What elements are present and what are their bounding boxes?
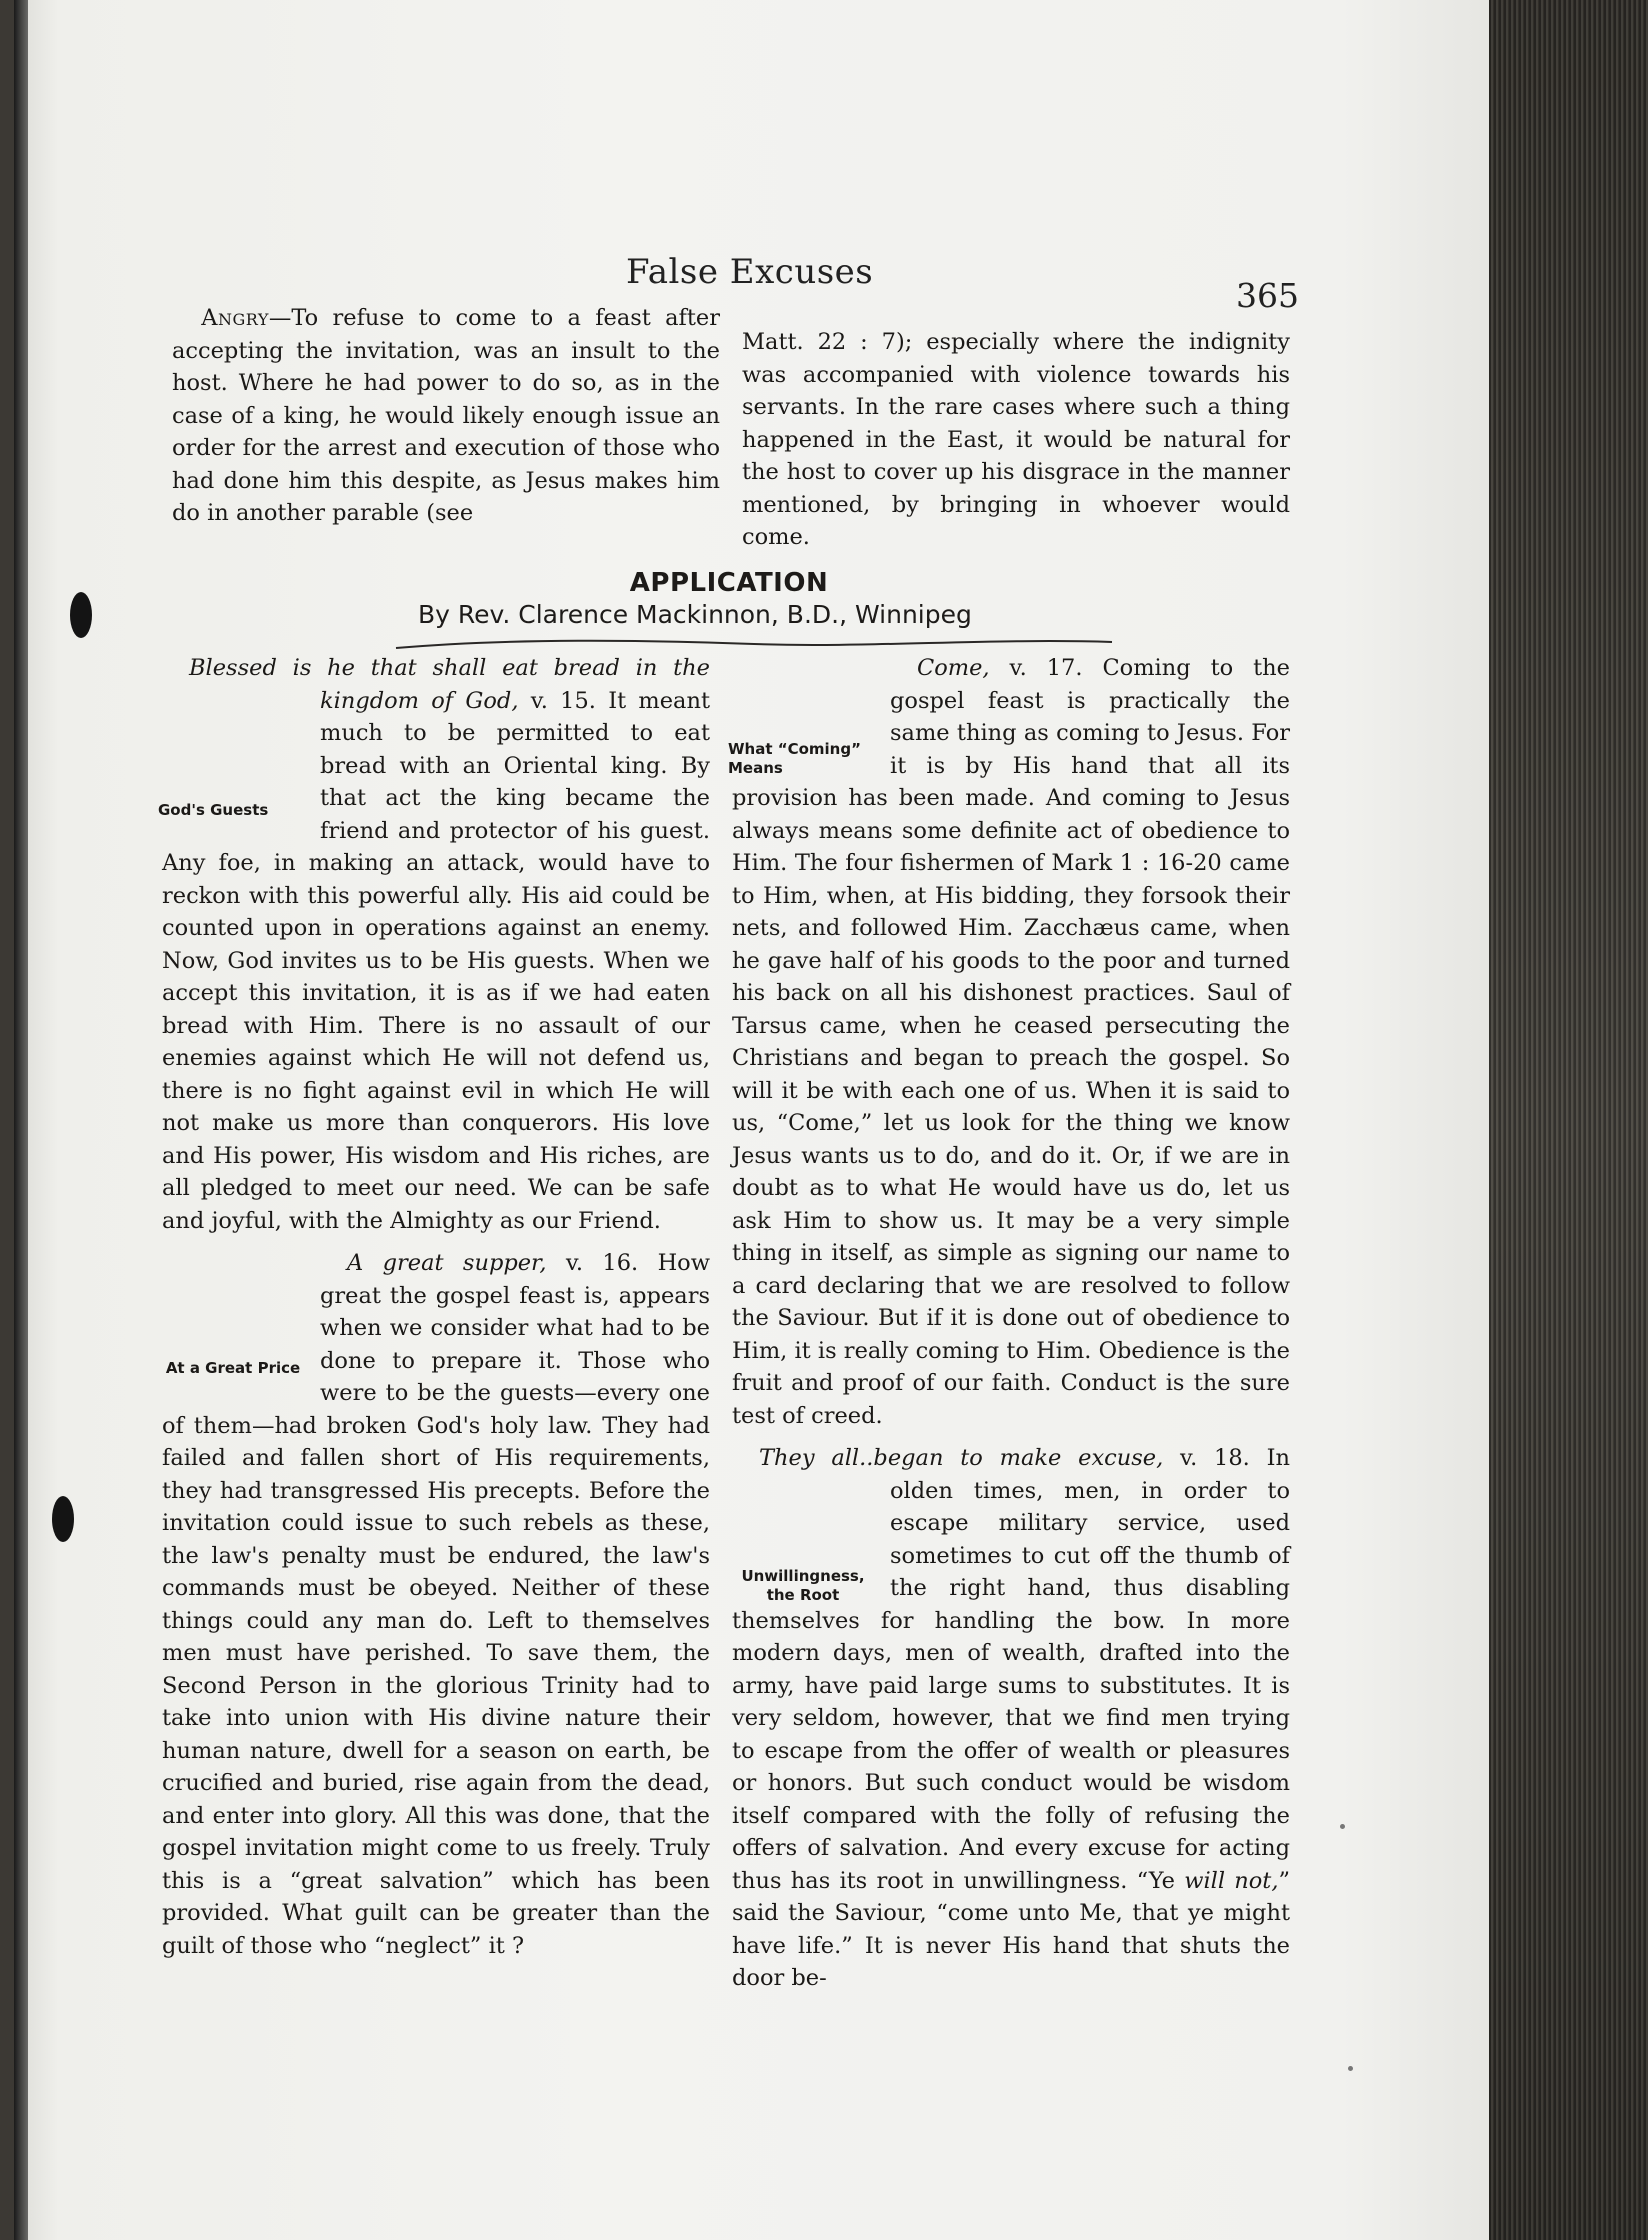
page-number: 365: [1236, 276, 1299, 315]
paragraph-lead: Angry: [201, 305, 269, 331]
punch-hole-bottom: [52, 1496, 74, 1542]
sidenote-gods-guests: God's Guests: [158, 800, 269, 819]
sidenote-at-a-great-price: At a Great Price: [165, 1359, 301, 1377]
sidenote-what-coming-means: What “Coming” Means: [728, 740, 861, 777]
verse-ref: v. 16.: [546, 1250, 639, 1276]
paragraph-text: How great the gospel feast is, appears when we consider what had to be done to prepare it. Those who were to be the guests—every one of them—had broken God's holy law. They had failed and fallen short of His requirements, they had transgressed His precepts. Before the invitation could issue to such rebels as these, the law's penalty must be endured, the law's commands must be obeyed. Neither of these things could any man do. Left to themselves men must have perished. To save them, the Second Person in the glorious Trinity had to take into union with His divine nature their human nature, dwell for a season on earth, be crucified and buried, rise again from the dead, and enter into glory. All this was done, that the gospel invitation might come to us freely. Truly this is a “great salvation” which has been provided. What guilt can be greater than the guilt of those who “neglect” it ?: [162, 1250, 710, 1959]
italic-emphasis: will not,: [1184, 1867, 1279, 1894]
top-left-column: [172, 302, 720, 530]
left-column: [158, 652, 710, 1962]
handwritten-underline: [394, 636, 1114, 650]
paragraph-text: —To refuse to come to a feast after accepting the invitation, was an insult to the host. Where he had power to do so, as in the case of a king, he would likely enough issue an order for the arrest and execution of those who had done him this despite, as Jesus makes him do in another parable (see: [172, 305, 720, 526]
italic-lead: A great supper,: [347, 1250, 547, 1276]
paragraph-text: Coming to the gospel feast is practically the same thing as coming to Jesus. For it is by His hand that all its provision has been made. And coming to Jesus always means some definite act of obedience to Him. The four fishermen of Mark 1 : 16-20 came to Him, when, at His bidding, they forsook their nets, and followed Him. Zacchæus came, when he gave half of his goods to the poor and turned his back on all his dishonest practices. Saul of Tarsus came, when he ceased persecuting the Christians and began to preach the gospel. So will it be with each one of us. When it is said to us, “Come,” let us look for the thing we know Jesus wants us to do, and do it. Or, if we are in doubt as to what He would have us do, let us ask Him to show us. It may be a very simple thing in itself, as simple as signing our name to a card declaring that we are resolved to follow the Saviour. But if it is done out of obedience to Him, it is really coming to Him. Obedience is the fruit and proof of our faith. Conduct is the sure test of creed.: [732, 655, 1290, 1429]
verse-ref: v. 17.: [989, 655, 1083, 681]
page-binding-shadow: [14, 0, 28, 2240]
paragraph-text: It meant much to be permitted to eat bread with an Oriental king. By that act the king became the friend and protector of his guest. Any foe, in making an attack, would have to reckon with this powerful ally. His aid could be counted upon in operations against an enemy. Now, God invites us to be His guests. When we accept this invitation, it is as if we had eaten bread with Him. There is no assault of our enemies against which He will not defend us, there is no fight against evil in which He will not make us more than conquerors. His love and His power, His wisdom and His riches, are all pledged to meet our need. We can be safe and joyful, with the Almighty as our Friend.: [162, 687, 710, 1234]
book-page: [14, 0, 1489, 2240]
italic-lead: Come,: [917, 655, 990, 681]
right-paragraph-2: [732, 1442, 1290, 1995]
paragraph-text-end: ” said the Saviour, “come unto Me, that ye might have life.” It is never His hand that shuts the door be-: [732, 1867, 1290, 1991]
top-right-column: [742, 326, 1290, 554]
paragraph-text: In olden times, men, in order to escape military service, used sometimes to cut off the thumb of the right hand, thus disabling themselves for handling the bow. In more modern days, men of wealth, drafted into the army, have paid large sums to substitutes. It is very seldom, however, that we find men trying to escape from the offer of wealth or pleasures or honors. But such conduct would be wisdom itself compared with the folly of refusing the offers of salvation. And every excuse for acting thus has its root in unwillingness. “Ye: [732, 1445, 1291, 1894]
book-page-edges: [1489, 0, 1648, 2240]
running-head-title: False Excuses: [626, 252, 874, 292]
matt-paragraph: Matt. 22 : 7); especially where the indignity was accompanied with violence towards his servants. In the rare cases where such a thing happened in the East, it would be natural for the host to cover up his disgrace in the manner mentioned, by bringing in whoever would come.: [742, 329, 1290, 550]
italic-lead: They all..began to make excuse,: [759, 1445, 1164, 1471]
pencil-mark: [1348, 2066, 1353, 2071]
left-paragraph-1: [158, 652, 710, 1237]
right-paragraph-1: [728, 652, 1290, 1432]
left-paragraph-2: [162, 1247, 710, 1962]
italic-lead: Blessed is he that shall eat bread in the kingdom of God,: [189, 655, 710, 714]
sidenote-unwillingness-the-root: Unwillingness, the Root: [741, 1566, 865, 1604]
application-heading: APPLICATION: [629, 568, 829, 598]
pencil-mark: [1340, 1824, 1345, 1829]
application-author: By Rev. Clarence Mackinnon, B.D., Winnipeg: [418, 600, 972, 629]
verse-ref: v. 18.: [1163, 1445, 1250, 1471]
angry-paragraph: [172, 302, 720, 530]
right-column: [728, 652, 1291, 1995]
verse-ref: v. 15.: [518, 687, 596, 714]
punch-hole-top: [70, 592, 92, 638]
